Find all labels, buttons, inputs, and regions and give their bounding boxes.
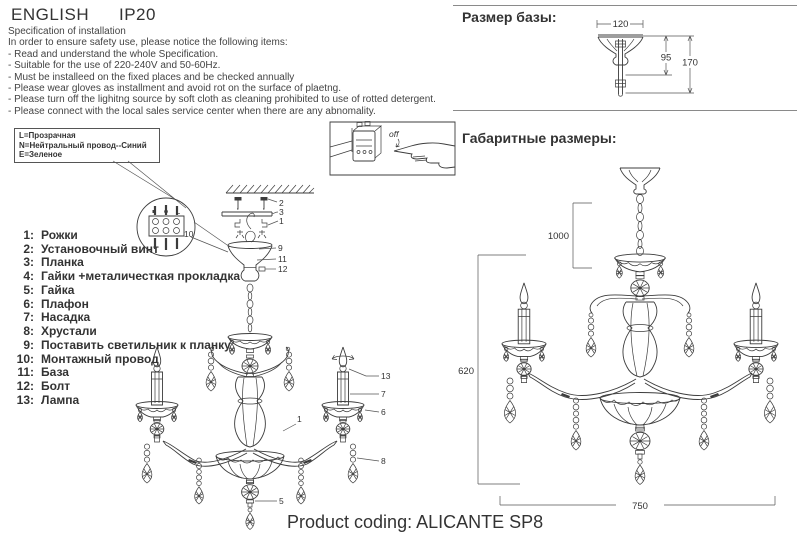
center-bowl — [600, 393, 680, 485]
mounting-screws — [235, 197, 268, 209]
dim-620 — [458, 255, 526, 484]
spec-title: Specification of installation — [8, 26, 126, 37]
legend-line: N=Нейтральный провод--Синий — [19, 140, 147, 150]
spec-item: - Please wear gloves as installment and avoid rot on the surface of plaetng. — [8, 83, 341, 95]
callout-2: 2 — [279, 198, 284, 208]
callout-9: 9 — [278, 243, 283, 253]
terminal-l-label: L — [175, 206, 181, 216]
callout-12: 12 — [278, 264, 288, 274]
dim-95 — [626, 36, 695, 75]
list-item: 10: Монтажный провод — [16, 351, 159, 366]
left-arm — [528, 373, 636, 395]
dim-width-label: 750 — [632, 501, 648, 512]
callout-8: 8 — [381, 456, 386, 466]
list-item: 4: Гайки +металичесткая прокладка — [23, 269, 241, 284]
list-item: 5: Гайка — [23, 282, 75, 297]
rotate-arrow-icon — [332, 355, 354, 360]
dim-120 — [597, 19, 643, 30]
chain — [247, 284, 253, 332]
chandelier-drawing — [136, 334, 391, 530]
spec-intro: In order to ensure safety use, please notice the following items: — [8, 37, 288, 49]
language-title: ENGLISH — [11, 5, 90, 24]
callout-7: 7 — [381, 389, 386, 399]
power-off-inset — [330, 122, 455, 176]
center-vase — [235, 377, 266, 447]
right-candle — [322, 347, 364, 442]
overall-size-title: Габаритные размеры: — [462, 130, 617, 146]
list-item: 13: Лампа — [16, 392, 80, 407]
ip-rating: IP20 — [119, 5, 156, 24]
dim-total-label: 170 — [682, 57, 698, 69]
dim-1000 — [548, 203, 592, 268]
spec-item: - Please turn off the lighitng source by soft cloth as cleaning prohibited to use of rotted detergent. — [8, 94, 436, 106]
list-item: 7: Насадка — [23, 310, 91, 325]
base-size-drawing — [560, 8, 740, 113]
list-item: 9: Поставить светильник к планку — [23, 337, 231, 352]
list-item: 12: Болт — [16, 379, 71, 394]
off-label: off — [389, 129, 399, 139]
spec-item: - Must be installeed on the fixed places and be checked annually — [8, 71, 295, 83]
callout-1-arm: 1 — [297, 414, 302, 424]
list-item: 11: База — [17, 365, 69, 380]
callout-10: 10 — [184, 229, 194, 239]
left-candle — [136, 347, 178, 442]
divider — [453, 5, 797, 6]
nuts-washers — [235, 213, 267, 238]
installation-diagram — [0, 120, 460, 540]
spec-item: - Suitable for the use of 220-240V and 50-60Hz. — [8, 60, 221, 72]
list-item: 2: Установочный винт — [23, 241, 159, 256]
dim-mid-label: 95 — [660, 52, 672, 64]
dim-width-label: 120 — [612, 19, 629, 30]
right-arm — [644, 373, 752, 395]
center-vase — [623, 302, 657, 377]
spec-item: - Please connect with the local sales service center when there are any abnomality. — [8, 105, 376, 117]
chain — [637, 195, 644, 256]
dim-170 — [626, 36, 698, 93]
product-coding: Product coding: ALICANTE SP8 — [287, 512, 544, 532]
left-candle — [502, 283, 546, 383]
callout-13: 13 — [381, 371, 391, 381]
dim-750 — [500, 496, 775, 512]
legend-line: E=Зеленое — [19, 150, 63, 160]
legend-line: L=Прозрачная — [19, 131, 76, 140]
list-item: 1: Рожки — [23, 227, 78, 242]
dim-drop-label: 1000 — [547, 231, 569, 242]
callout-1: 1 — [279, 216, 284, 226]
detail-pointer — [191, 222, 230, 252]
list-item: 3: Планка — [23, 255, 84, 270]
callout-3: 3 — [279, 207, 284, 217]
dim-height-label: 620 — [458, 366, 474, 377]
base-size-title: Размер базы: — [462, 9, 557, 25]
callout-5: 5 — [279, 496, 284, 506]
mounting-plank — [222, 212, 272, 216]
list-item: 8: Хрустали — [23, 324, 97, 339]
spec-item: - Read and understand the whole Specification. — [8, 48, 219, 60]
base-canopy — [598, 35, 643, 96]
callout-6: 6 — [381, 407, 386, 417]
list-item: 6: Плафон — [23, 296, 89, 311]
canopy — [228, 231, 288, 332]
ceiling-mounting — [222, 185, 314, 238]
installation-spec — [8, 26, 436, 117]
callout-11: 11 — [278, 254, 287, 264]
ceiling-cup — [620, 168, 660, 194]
circuit-breaker — [353, 122, 381, 162]
terminal-detail — [137, 198, 230, 256]
legend-pointer — [113, 161, 186, 208]
off-arrow — [396, 139, 400, 147]
right-candle — [734, 283, 778, 383]
overall-dimensions-drawing — [440, 150, 800, 520]
